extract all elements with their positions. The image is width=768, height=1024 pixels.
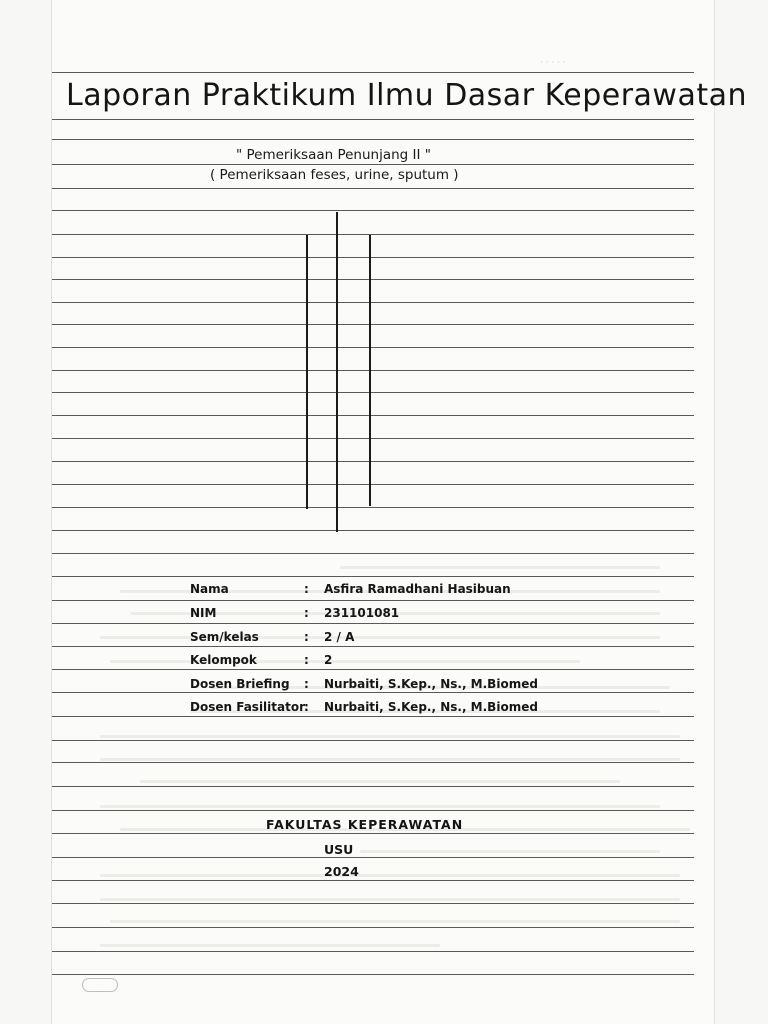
info-colon: : — [304, 606, 309, 620]
ruled-line — [52, 623, 694, 624]
subtitle-topic: " Pemeriksaan Penunjang II " — [236, 147, 432, 163]
bleed-through-stroke — [140, 780, 620, 783]
info-label: Nama — [190, 582, 229, 596]
ruled-line — [52, 600, 694, 601]
info-colon: : — [304, 677, 309, 691]
ruled-line — [52, 438, 694, 439]
bleed-through-stroke — [360, 850, 660, 853]
ruled-line — [52, 880, 694, 881]
info-label: Kelompok — [190, 653, 257, 667]
ruled-line — [52, 553, 694, 554]
ruled-line — [52, 833, 694, 834]
info-colon: : — [304, 582, 309, 596]
ruled-line — [52, 302, 694, 303]
ruled-line — [52, 188, 694, 189]
info-value: 2 — [324, 653, 333, 667]
ruled-line — [52, 646, 694, 647]
ruled-line — [52, 257, 694, 258]
vertical-line-right — [369, 235, 371, 506]
bleed-through-stroke — [100, 898, 680, 901]
ruled-line — [52, 507, 694, 508]
ruled-line — [52, 669, 694, 670]
ruled-line — [52, 324, 694, 325]
ruled-line — [52, 210, 694, 211]
ruled-line — [52, 974, 694, 975]
bleed-through-stroke — [100, 805, 660, 808]
bleed-through-stroke — [110, 660, 580, 663]
university-name: USU — [324, 842, 354, 857]
ruled-line — [52, 951, 694, 952]
document-title: Laporan Praktikum Ilmu Dasar Keperawatan — [66, 78, 747, 113]
faculty-name: FAKULTAS KEPERAWATAN — [266, 817, 464, 832]
ruled-line — [52, 461, 694, 462]
ruled-line — [52, 903, 694, 904]
info-label: NIM — [190, 606, 217, 620]
info-label: Sem/kelas — [190, 630, 259, 644]
notebook-brand-mark — [82, 978, 118, 992]
year: 2024 — [324, 864, 359, 879]
ruled-line — [52, 234, 694, 235]
info-value: Nurbaiti, S.Kep., Ns., M.Biomed — [324, 700, 538, 714]
faint-header-mark: · · · · · — [540, 58, 566, 68]
ruled-line — [52, 576, 694, 577]
ruled-line — [52, 164, 694, 165]
ruled-line — [52, 415, 694, 416]
info-colon: : — [304, 700, 309, 714]
bleed-through-stroke — [100, 758, 680, 761]
ruled-line — [52, 139, 694, 140]
bleed-through-stroke — [100, 944, 440, 947]
bleed-through-stroke — [100, 874, 680, 877]
ruled-line — [52, 347, 694, 348]
info-value: Asfira Ramadhani Hasibuan — [324, 582, 511, 596]
info-label: Dosen Fasilitator — [190, 700, 306, 714]
bleed-through-stroke — [100, 735, 680, 738]
info-value: Nurbaiti, S.Kep., Ns., M.Biomed — [324, 677, 538, 691]
subtitle-detail: ( Pemeriksaan feses, urine, sputum ) — [210, 167, 459, 183]
ruled-line — [52, 279, 694, 280]
ruled-line — [52, 762, 694, 763]
info-value: 231101081 — [324, 606, 400, 620]
info-value: 2 / A — [324, 630, 355, 644]
ruled-line — [52, 370, 694, 371]
info-label: Dosen Briefing — [190, 677, 290, 691]
bleed-through-stroke — [100, 636, 660, 639]
bleed-through-stroke — [110, 920, 680, 923]
ruled-line — [52, 857, 694, 858]
ruled-line — [52, 692, 694, 693]
ruled-line — [52, 119, 694, 120]
ruled-line — [52, 786, 694, 787]
ruled-line — [52, 810, 694, 811]
ruled-line — [52, 530, 694, 531]
vertical-line-left — [306, 235, 308, 509]
ruled-line — [52, 740, 694, 741]
ruled-line — [52, 484, 694, 485]
vertical-line-center — [336, 212, 338, 532]
ruled-line — [52, 392, 694, 393]
ruled-line — [52, 716, 694, 717]
ruled-line — [52, 72, 694, 73]
ruled-line — [52, 927, 694, 928]
bleed-through-stroke — [340, 566, 660, 569]
info-colon: : — [304, 653, 309, 667]
info-colon: : — [304, 630, 309, 644]
